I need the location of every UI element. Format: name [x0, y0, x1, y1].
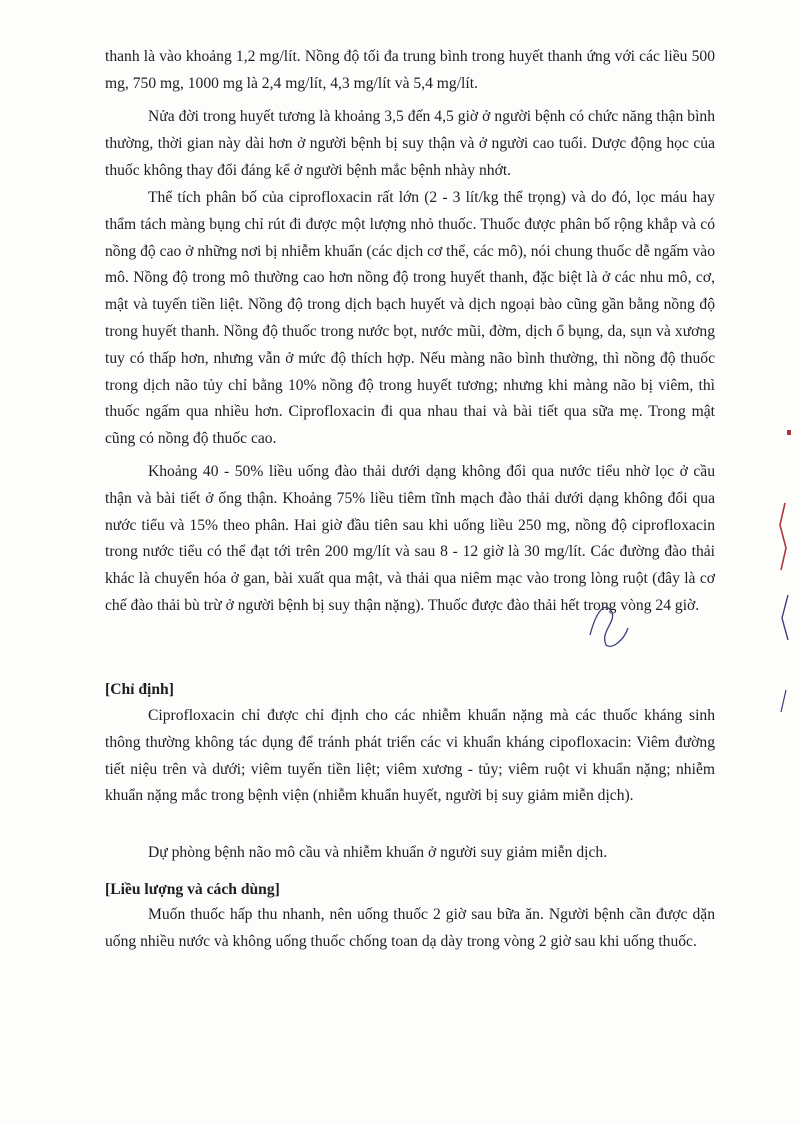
paragraph-dosage: Muốn thuốc hấp thu nhanh, nên uống thuốc 2 giờ sau bữa ăn. Người bệnh cần được dặn uống nhiều nước và không uống thuốc chống toan dạ dày trong vòng 2 giờ sau khi uống thuốc. [105, 906, 715, 950]
paragraph-prophylaxis: Dự phòng bệnh não mô cầu và nhiễm khuẩn ở người suy giảm miễn dịch. [148, 844, 608, 861]
paragraph-serum-concentration: thanh là vào khoảng 1,2 mg/lít. Nồng độ tối đa trung bình trong huyết thanh ứng với các liều 500 mg, 750 mg, 1000 mg là 2,4 mg/lít, 4,3 mg/lít và 5,4 mg/lít. [105, 48, 715, 92]
paragraph-half-life: Nửa đời trong huyết tương là khoảng 3,5 đến 4,5 giờ ở người bệnh có chức năng thận bình thường, thời gian này dài hơn ở người bệnh bị suy thận và ở người cao tuổi. Dược động học của thuốc không thay đổi đáng kể ở người bệnh mắc bệnh nhày nhớt. [105, 108, 715, 179]
paragraph-distribution: Thể tích phân bố của ciprofloxacin rất lớn (2 - 3 lít/kg thể trọng) và do đó, lọc máu hay thẩm tách màng bụng chỉ rút đi được một lượng nhỏ thuốc. Thuốc được phân bố rộng khắp và có nồng độ cao ở những nơi bị nhiễm khuẩn (các dịch cơ thể, các mô), nói chung thuốc dễ ngấm vào mô. Nồng độ trong mô thường cao hơn nồng độ trong huyết thanh, đặc biệt là ở các nhu mô, cơ, mật và tuyến tiền liệt. Nồng độ trong dịch bạch huyết và dịch ngoại bào cũng gần bằng nồng độ trong huyết thanh. Nồng độ thuốc trong nước bọt, nước mũi, đờm, dịch ổ bụng, da, sụn và xương tuy có thấp hơn, nhưng vẫn ở mức độ thích hợp. Nếu màng não bình thường, thì nồng độ thuốc trong dịch não tủy chỉ bằng 10% nồng độ trong huyết tương; nhưng khi màng não bị viêm, thì thuốc ngấm qua nhiều hơn. Ciprofloxacin đi qua nhau thai và bài tiết qua sữa mẹ. Trong mật cũng có nồng độ thuốc cao. [105, 189, 715, 448]
paragraph-indication: Ciprofloxacin chỉ được chỉ định cho các nhiễm khuẩn nặng mà các thuốc kháng sinh thông thường không tác dụng để tránh phát triển các vi khuẩn kháng cipofloxacin: Viêm đường tiết niệu trên và dưới; viêm tuyến tiền liệt; viêm xương - tủy; viêm ruột vi khuẩn nặng; nhiễm khuẩn nặng mắc trong bệnh viện (nhiễm khuẩn huyết, người bị suy giảm miễn dịch). [105, 707, 715, 805]
section-heading-dosage: [Liều lượng và cách dùng] [105, 881, 280, 898]
paragraph-elimination: Khoảng 40 - 50% liều uống đào thải dưới dạng không đổi qua nước tiểu nhờ lọc ở cầu thận và bài tiết ở ống thận. Khoảng 75% liều tiêm tĩnh mạch đào thải dưới dạng không đổi qua nước tiểu và 15% theo phân. Hai giờ đầu tiên sau khi uống liều 250 mg, nồng độ ciprofloxacin trong nước tiểu có thể đạt tới trên 200 mg/lít và sau 8 - 12 giờ là 30 mg/lít. Các đường đào thải khác là chuyển hóa ở gan, bài xuất qua mật, và thải qua niêm mạc vào trong lòng ruột (đây là cơ chế đào thải bù trừ ở người bệnh bị suy thận nặng). Thuốc được đào thải hết trong vòng 24 giờ. [105, 463, 715, 614]
stamp-edge-mark-3 [781, 690, 786, 712]
stamp-dot [787, 430, 791, 435]
section-heading-indication: [Chỉ định] [105, 681, 174, 698]
stamp-edge-mark-2 [782, 595, 788, 640]
stamp-edge-mark [780, 503, 786, 570]
